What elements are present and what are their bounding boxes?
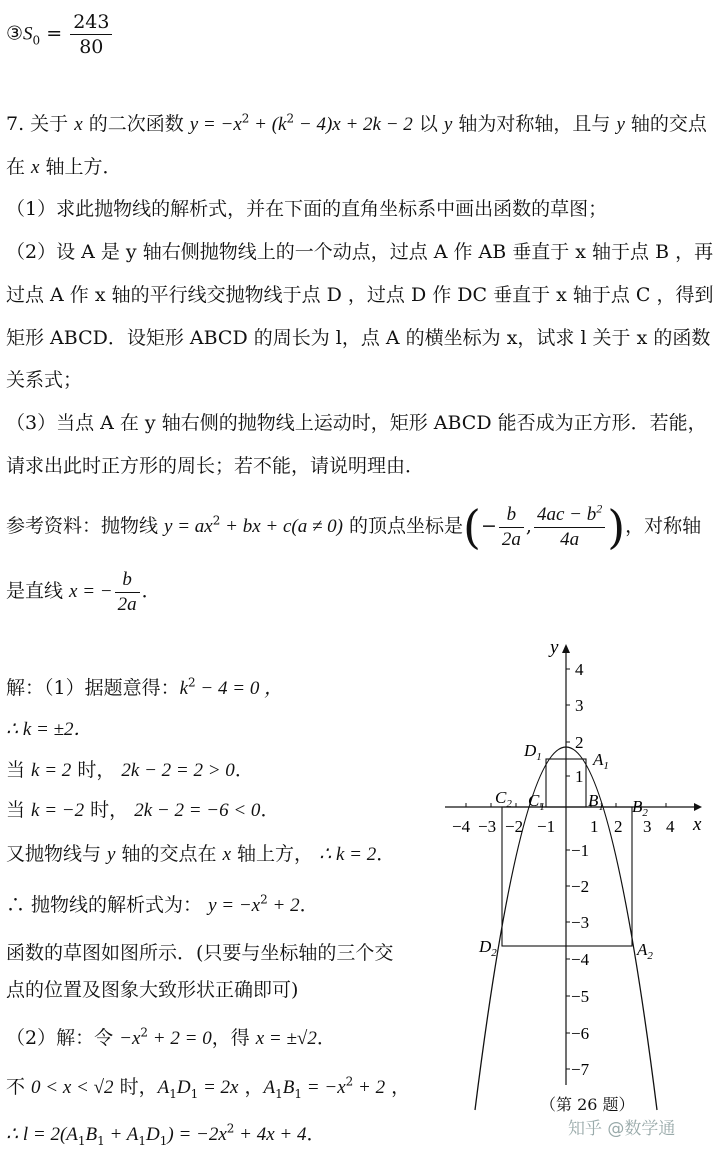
x-tick-label: 1 xyxy=(590,817,599,836)
y-axis-label: y xyxy=(550,637,559,658)
y-tick-label: 1 xyxy=(575,767,584,786)
point-label-d1: $D_1$ xyxy=(524,741,542,763)
y-tick-label: −2 xyxy=(571,877,590,896)
reference-line-1: 参考资料：抛物线 $y = ax^2$ + bx + c(a ≠ 0) 的顶点坐标是(− $\frac{b}{2a}$ , $\frac{4ac - b^2}{4a}$ )，对称轴 xyxy=(6,500,702,554)
question-2-line-3: 矩形 ABCD．设矩形 ABCD 的周长为 l，点 A 的横坐标为 x，试求 l 关于 x 的函数 xyxy=(6,327,711,349)
x-axis-label: x xyxy=(693,814,702,835)
point-label-a2: $A_2$ xyxy=(637,940,653,962)
y-axis-arrow xyxy=(562,644,570,653)
point-label-b2: $B_2$ xyxy=(632,797,648,819)
point-label-c2: $C_2$ xyxy=(495,788,512,810)
y-tick-label: −7 xyxy=(571,1060,590,1079)
x-tick-label: −2 xyxy=(505,817,524,836)
solution-line-11: ∴ $l = 2(A_1B_1 + A_1D_1) = -2x^2 + 4x + 4$． xyxy=(6,1121,326,1148)
y-tick-label: −5 xyxy=(571,987,590,1006)
x-axis-arrow xyxy=(694,803,702,811)
reference-line-2: 是直线 x = − $\frac{b}{2a}$ ． xyxy=(6,568,161,615)
solution-line-10: 不 0 < x < √2 时，$A_1D_1 = 2x$ ，$A_1B_1 = -x^2 + 2$ ， xyxy=(6,1074,411,1101)
x-tick-label: −1 xyxy=(537,817,556,836)
solution-line-2: ∴ k = ±2． xyxy=(6,719,93,740)
point-label-c1: $C_1$ xyxy=(528,791,545,813)
problem-line-1: 7. 关于 x 的二次函数 $y = -x^2 + (k^2 - 4)x + 2k - 2$ 以 y 轴为对称轴，且与 y 轴的交点 xyxy=(6,111,707,135)
y-tick-label: −3 xyxy=(571,913,590,932)
solution-line-7: 函数的草图如图所示．(只要与坐标轴的三个交 xyxy=(6,942,394,964)
previous-answer: $③S_0$ = $\frac{243}{80}$ xyxy=(6,10,114,59)
y-tick-label: 3 xyxy=(575,696,584,715)
solution-line-6: ∴ 抛物线的解析式为： $y = -x^2 + 2$． xyxy=(6,892,319,916)
solution-line-3: 当 k = 2 时， 2k − 2 = 2 > 0． xyxy=(6,759,254,781)
solution-line-8: 点的位置及图象大致形状正确即可) xyxy=(6,979,299,1001)
point-label-b1: $B_1$ xyxy=(588,791,604,813)
point-label-d2: $D_2$ xyxy=(479,937,497,959)
y-tick-label: 2 xyxy=(575,733,584,752)
watermark: 知乎 @数学通 xyxy=(568,1119,676,1139)
question-3-line-2: 请求出此时正方形的周长；若不能，请说明理由． xyxy=(6,455,425,477)
solution-line-5: 又抛物线与 y 轴的交点在 x 轴上方， ∴ k = 2． xyxy=(6,843,396,865)
problem-line-2: 在 x 轴上方． xyxy=(6,156,122,178)
solution-line-9: （2）解：令 $-x^2 + 2 = 0$，得 x = ±√2． xyxy=(6,1025,336,1049)
question-1: （1）求此抛物线的解析式，并在下面的直角坐标系中画出函数的草图； xyxy=(6,198,608,220)
question-2-line-4: 关系式； xyxy=(6,369,83,391)
solution-line-1: 解：（1）据题意得：$k^2 - 4 = 0$ ， xyxy=(6,675,284,699)
x-tick-label: 2 xyxy=(614,817,623,836)
x-tick-label: −4 xyxy=(452,817,471,836)
point-label-a1: $A_1$ xyxy=(593,750,609,772)
y-tick-label: −6 xyxy=(571,1024,590,1043)
y-tick-label: −4 xyxy=(571,950,590,969)
question-3-line-1: （3）当点 A 在 y 轴右侧的抛物线上运动时，矩形 ABCD 能否成为正方形．若能， xyxy=(6,412,707,434)
question-2-line-1: （2）设 A 是 y 轴右侧抛物线上的一个动点，过点 A 作 AB 垂直于 x 轴于点 B ，再 xyxy=(6,241,714,263)
x-tick-label: 3 xyxy=(643,817,652,836)
y-tick-label: −1 xyxy=(571,841,590,860)
solution-line-4: 当 k = −2 时， 2k − 2 = −6 < 0． xyxy=(6,799,280,821)
question-2-line-2: 过点 A 作 x 轴的平行线交抛物线于点 D ，过点 D 作 DC 垂直于 x 轴于点 C ，得到 xyxy=(6,284,714,306)
parabola-graph xyxy=(440,630,715,1112)
figure-caption: （第 26 题） xyxy=(540,1095,635,1114)
y-tick-label: 4 xyxy=(575,660,584,679)
x-tick-label: −3 xyxy=(478,817,497,836)
x-tick-label: 4 xyxy=(666,817,675,836)
